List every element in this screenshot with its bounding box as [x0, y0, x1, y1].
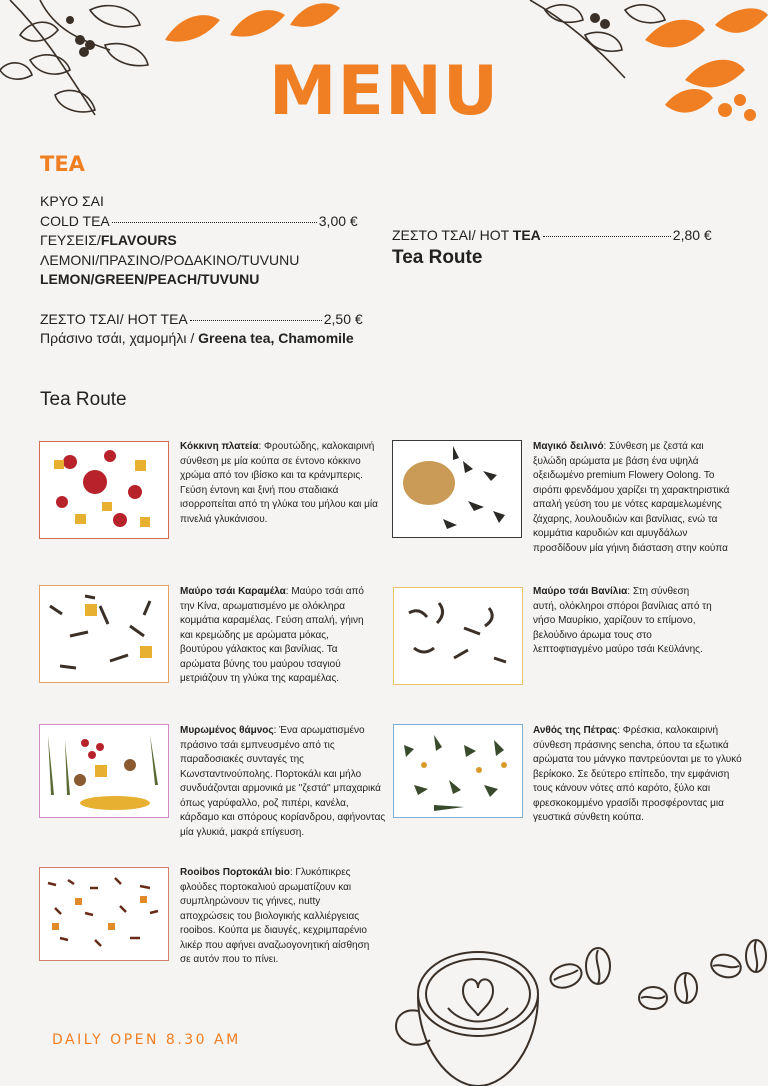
flavours-greek: ΓΕΥΣΕΙΣ/ — [40, 232, 101, 248]
tea-route-title: Tea Route — [40, 389, 127, 410]
hot-tea-route-price: 2,80 € — [672, 227, 712, 243]
tea-text: : Στη σύνθεση αυτή, ολόκληροι σπόροι βανίλιας από τη νήσο Μαυρίκιο, χαρίζουν το επίμονο, βελούδινο άρωμα τους στο λεπτοφτιαγμένο μαύρο τσάι Κεϋλάνης. — [533, 586, 712, 655]
tea-name: Μαύρο τσάι Καραμέλα — [180, 586, 286, 597]
description-scented-bush — [180, 724, 386, 840]
tea-text: : Ένα αρωματισμένο πράσινο τσάι εμπνευσμένο από τις παραδοσιακές συνταγές της Κωνσταντινούπολης. Πορτοκάλι και μήλο συνδυάζονται αρμονικά με "ζεστά" μπαχαρικά όπως γαρύφαλλο, ροζ πιπέρι, κανέλα, κάρδαμο και σπόρους κορίανδρου, αφήνοντας μία γλυκιά, μακρά επίγευση. — [180, 725, 386, 838]
hot-tea-route-row — [392, 226, 712, 246]
hot-tea-route-brand: Tea Route — [392, 247, 483, 268]
tea-text: : Φρέσκια, καλοκαιρινή σύνθεση πράσινης sencha, όπου τα εξωτικά αρώματα του μάνγκο παντρεύονται με το γλυκό βερίκοκο. Σε δεύτερο επίπεδο, την εμφάνιση τους κάνουν νότες από καρότο, ξύλο και φρεσκοκομμένο γρασίδι προσφέροντας μια γευστικά σύνθετη κούπα. — [533, 725, 742, 823]
tea-text: : Γλυκόπικρες φλούδες πορτοκαλιού αρωματίζουν και συμπληρώνουν τις γήινες, nutty αποχρώσεις του βιολογικής καλλιέργειας rooibos. Κούπα με διαυγές, κεχριμπαρένιο λικέρ που αφήνει αναζωογονητική αίσθηση σε αυτόν που το πίνει. — [180, 867, 370, 965]
cold-tea-row — [40, 212, 358, 232]
hot-tea-row — [40, 310, 363, 330]
tea-text: : Σύνθεση με ζεστά και ξυλώδη αρώματα με βάση ένα υψηλά οξειδωμένο premium Flowery Oolong. Το σιρόπι φρενδάμου χαρίζει τη χαρακτηριστικά απαλή γεύση του με νότες καραμελωμένης ζάχαρης, λουλουδιών και βανίλιας, ενώ τα κομμάτια καρυδιών και αμυγδάλων προσδίδουν μία γήινη διάσταση στην κούπα — [533, 441, 730, 554]
price-leader — [112, 222, 317, 223]
hot-tea-desc-greek: Πράσινο τσάι, χαμομήλι / — [40, 330, 199, 346]
flavours-english: FLAVOURS — [100, 232, 177, 248]
tea-name: Μαγικό δειλινό — [533, 441, 604, 452]
tea-image-magic-evening — [392, 440, 522, 538]
tea-image-red-square — [39, 441, 169, 539]
flavours-list-english: LEMON/GREEN/PEACH/TUVUNU — [40, 271, 260, 287]
tea-text: : Μαύρο τσάι από την Κίνα, αρωματισμένο με ολόκληρα κομμάτια καραμέλας. Γεύση απαλή, γήινη και κρεμώδης με αρώματα μόκας, βουτύρου γάλακτος και βανίλιας. Τα αρώματα βύνης του μαύρου τσαγιού μετριάζουν τη γλύκα της καραμέλας. — [180, 586, 364, 684]
description-stone-flower — [533, 724, 745, 826]
flavours-label — [40, 231, 177, 251]
description-magic-evening — [533, 440, 738, 556]
price-leader — [190, 320, 322, 321]
hot-tea-route-item-english: TEA — [512, 227, 541, 243]
tea-image-rooibos-orange — [39, 867, 169, 961]
hot-tea-desc-english: Greena tea, Chamomile — [198, 330, 354, 346]
tea-name: Κόκκινη πλατεία — [180, 441, 259, 452]
price-leader — [543, 236, 671, 237]
opening-hours: DAILY OPEN 8.30 AM — [52, 1032, 241, 1048]
tea-name: Μαύρο τσάι Βανίλια — [533, 586, 628, 597]
tea-name: Ανθός της Πέτρας — [533, 725, 618, 736]
tea-name: Μυρωμένος θάμνος — [180, 725, 274, 736]
description-rooibos — [180, 866, 376, 968]
coffee-cup-icon — [388, 936, 768, 1086]
description-vanilla — [533, 585, 713, 658]
cold-tea-item: COLD TEA — [40, 213, 110, 229]
hot-tea-route-item-greek: ΖΕΣΤΟ ΤΣΑΙ/ HOT — [392, 227, 513, 243]
flavours-list-greek: ΛΕΜΟΝΙ/ΠΡΑΣΙΝΟ/ΡΟΔΑΚΙΝΟ/TUVUNU — [40, 252, 300, 268]
tea-text: : Φρουτώδης, καλοκαιρινή σύνθεση με μία κούπα σε έντονο κόκκινο χρώμα από τον ιβίσκο και τα κράνμπερις. Γεύση έντονη και ξινή που σταδιακά ισορροπείται από τη γλύκα του μήλου και μία πινελιά γλυκάνισου. — [180, 441, 378, 525]
tea-image-caramel — [39, 585, 169, 683]
tea-image-stone-flower — [393, 724, 523, 818]
section-heading-tea: TEA — [40, 152, 85, 176]
cold-tea-greek-label: ΚΡΥΟ ΣΑΙ — [40, 193, 104, 209]
page-title: MENU — [268, 52, 500, 131]
description-caramel — [180, 585, 368, 687]
hot-tea-price: 2,50 € — [323, 311, 363, 327]
description-red-square — [180, 440, 380, 527]
tea-image-scented-bush — [39, 724, 169, 818]
orange-leaves-icon — [160, 0, 340, 50]
tea-name: Rooibos Πορτοκάλι bio — [180, 867, 290, 878]
cold-tea-price: 3,00 € — [318, 213, 358, 229]
hot-tea-item: ΖΕΣΤΟ ΤΣΑΙ/ HOT TEA — [40, 311, 188, 327]
hot-tea-description — [40, 329, 354, 349]
tea-image-vanilla — [393, 587, 523, 685]
